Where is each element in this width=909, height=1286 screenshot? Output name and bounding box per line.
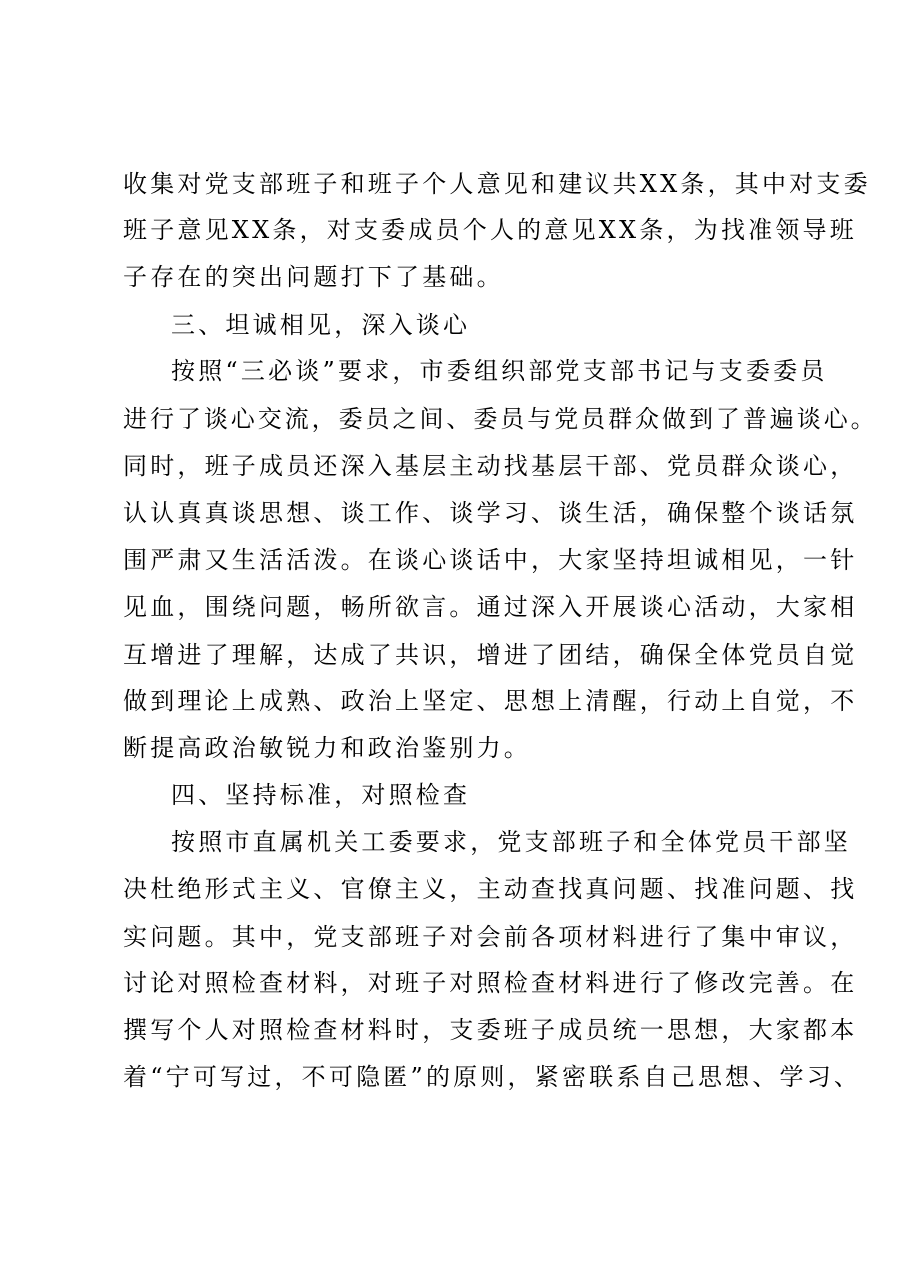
text-line: 认认真真谈思想、谈工作、谈学习、谈生活，确保整个谈话氛 bbox=[123, 499, 858, 527]
text-line: 收集对党支部班子和班子个人意见和建议共XX条，其中对支委 bbox=[123, 170, 871, 198]
section-heading: 三、坦诚相见，深入谈心 bbox=[171, 311, 471, 339]
text-line: 围严肃又生活活泼。在谈心谈话中，大家坚持坦诚相见，一针 bbox=[123, 546, 858, 574]
text-line: 撰写个人对照检查材料时，支委班子成员统一思想，大家都本 bbox=[123, 1016, 858, 1044]
text-line: 进行了谈心交流，委员之间、委员与党员群众做到了普遍谈心。 bbox=[123, 405, 878, 433]
text-line: 断提高政治敏锐力和政治鉴别力。 bbox=[123, 734, 531, 762]
text-line: 讨论对照检查材料，对班子对照检查材料进行了修改完善。在 bbox=[123, 969, 858, 997]
text-line: 同时，班子成员还深入基层主动找基层干部、党员群众谈心， bbox=[123, 452, 858, 480]
text-line: 实问题。其中，党支部班子对会前各项材料进行了集中审议， bbox=[123, 923, 858, 951]
text-line: 做到理论上成熟、政治上坚定、思想上清醒，行动上自觉，不 bbox=[123, 687, 858, 715]
text-line: 子存在的突出问题打下了基础。 bbox=[123, 263, 504, 291]
text-line: 按照市直属机关工委要求，党支部班子和全体党员干部坚 bbox=[171, 828, 851, 856]
text-line: 班子意见XX条，对支委成员个人的意见XX条，为找准领导班 bbox=[123, 216, 857, 244]
text-line: 决杜绝形式主义、官僚主义，主动查找真问题、找准问题、找 bbox=[123, 875, 858, 903]
text-line: 见血，围绕问题，畅所欲言。通过深入开展谈心活动，大家相 bbox=[123, 593, 858, 621]
text-line: 互增进了理解，达成了共识，增进了团结，确保全体党员自觉 bbox=[123, 641, 858, 669]
text-line: 着“宁可写过，不可隐匿”的原则，紧密联系自己思想、学习、 bbox=[123, 1063, 862, 1091]
section-heading: 四、坚持标准，对照检查 bbox=[171, 781, 471, 809]
text-line: 按照“三必谈”要求，市委组织部党支部书记与支委委员 bbox=[171, 357, 828, 385]
